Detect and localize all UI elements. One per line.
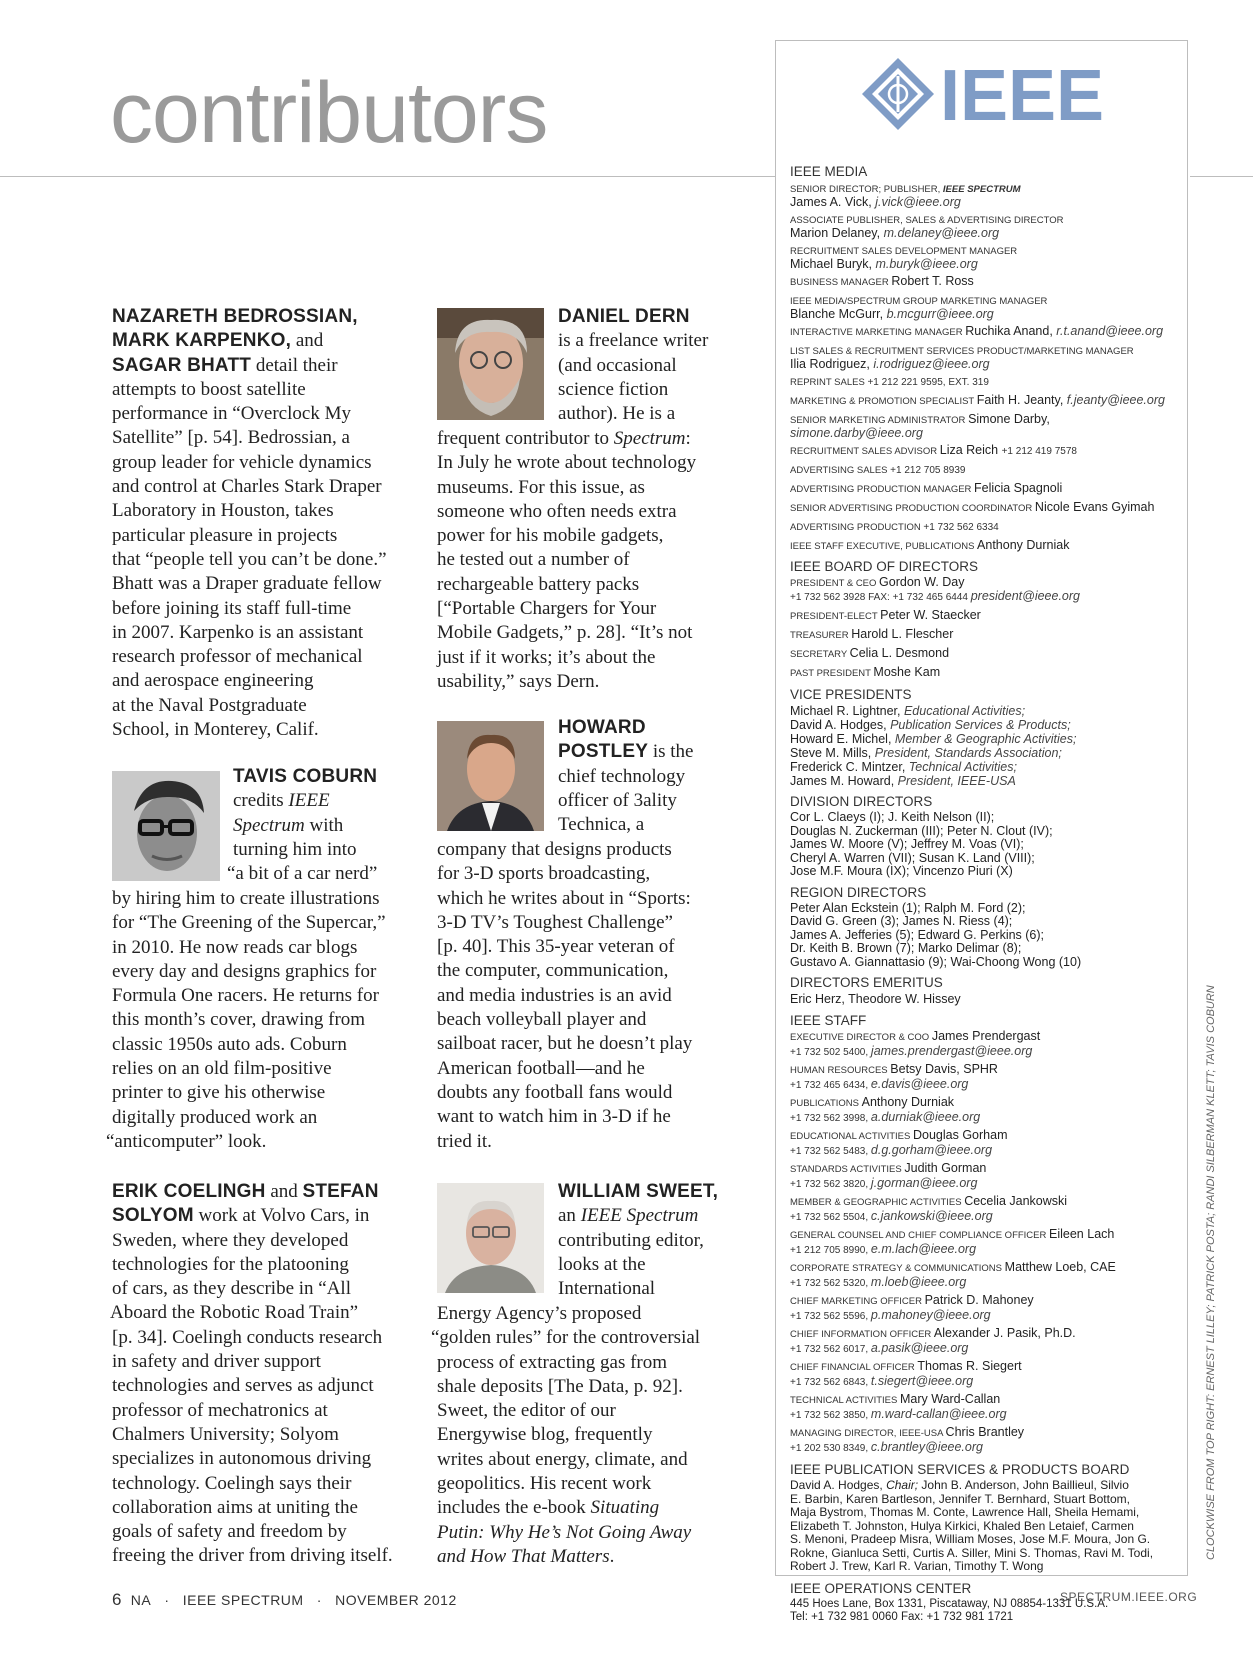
bio-text: Bhatt was a Draper graduate fellow: [112, 573, 382, 595]
phone-number: +1 732 562 3998,: [790, 1112, 871, 1124]
bio-text: chief technology: [558, 765, 686, 787]
bio-text: and: [291, 330, 324, 352]
person-name: Anthony Durniak: [861, 1095, 955, 1109]
bio-text: classic 1950s auto ads. Coburn: [112, 1033, 347, 1055]
bio-text: Formula One racers. He returns for: [112, 985, 379, 1007]
person-name: Harold L. Flescher: [851, 627, 954, 641]
person-name: Moshe Kam: [873, 665, 941, 679]
email-link[interactable]: a.durniak@ieee.org: [870, 1109, 981, 1124]
bio-text: turning him into: [233, 838, 357, 860]
bio-text: Putin: Why He’s Not Going Away: [437, 1521, 692, 1543]
phone-number: +1 212 419 7578: [1001, 446, 1077, 457]
bio-text: process of extracting gas from: [437, 1351, 668, 1373]
person-name: Mary Ward-Callan: [899, 1392, 1001, 1406]
separator: ·: [316, 1592, 322, 1608]
board-line: Maja Bystrom, Thomas M. Conte, Lawrence Hall, Sheila Hemami,: [790, 1505, 1140, 1519]
role-label: President, IEEE-USA: [897, 774, 1016, 788]
bio-text: officer of 3ality: [558, 789, 677, 811]
person-name: Eileen Lach: [1049, 1227, 1115, 1241]
role-label: Educational Activities;: [903, 704, 1026, 718]
person-name: Liza Reich: [939, 443, 1002, 457]
bio-name: STEFAN: [302, 1181, 379, 1202]
bio-coburn-head: [227, 765, 433, 886]
person-name: Alexander J. Pasik, Ph.D.: [933, 1326, 1076, 1340]
role-label: PRESIDENT & CEO: [790, 578, 880, 589]
bio-text: and: [265, 1181, 303, 1202]
bio-coelingh: [112, 1180, 422, 1569]
bio-text: detail their: [251, 354, 338, 376]
role-label: Member & Geographic Activities;: [894, 732, 1077, 746]
person-name: Howard E. Michel,: [790, 732, 895, 746]
person-name: James Prendergast: [931, 1029, 1041, 1043]
role-label: MARKETING & PROMOTION SPECIALIST: [790, 396, 977, 407]
bio-text: which he writes about in “Sports:: [437, 887, 691, 909]
bio-text: before joining its staff full-time: [112, 597, 352, 619]
role-label: REPRINT SALES: [790, 377, 868, 388]
bio-text: rechargeable battery packs: [437, 573, 640, 595]
bio-text: technology. Coelingh says their: [112, 1472, 352, 1494]
separator: ·: [164, 1592, 170, 1608]
portrait-coburn-image: [112, 771, 220, 881]
phone-number: +1 732 562 5504,: [790, 1211, 871, 1223]
person-name: Douglas Gorham: [913, 1128, 1008, 1142]
bio-text: [p. 34]. Coelingh conducts research: [112, 1326, 383, 1348]
person-name: Patrick D. Mahoney: [924, 1293, 1034, 1307]
bio-text: relies on an old film-positive: [112, 1058, 332, 1080]
page-title: contributors: [110, 65, 548, 161]
email-link[interactable]: m.loeb@ieee.org: [870, 1274, 967, 1289]
bio-text: Sweden, where they developed: [112, 1229, 349, 1251]
bio-sweet-body: [431, 1302, 767, 1569]
bio-text: Mobile Gadgets,” p. 28]. “It’s not: [437, 622, 693, 644]
role-label: President, Standards Association;: [874, 746, 1062, 760]
board-line: John B. Anderson, John Baillieul, Silvio: [918, 1478, 1129, 1492]
bio-coburn-body: [106, 887, 422, 1154]
photo-credit: CLOCKWISE FROM TOP RIGHT: ERNEST LILLEY; PATRICK POSTA; RANDI SILBERMAN KLETT; TAVIS COBURN: [1205, 985, 1217, 1560]
email-link[interactable]: j.gorman@ieee.org: [870, 1175, 978, 1190]
person-name: Chris Brantley: [945, 1425, 1025, 1439]
bio-text: he tested out a number of: [437, 549, 630, 571]
phone-number: +1 732 502 5400,: [790, 1046, 871, 1058]
bio-name: SAGAR BHATT: [112, 354, 252, 376]
directors-line: Cor L. Claeys (I); J. Keith Nelson (II);: [790, 810, 995, 824]
role-label: SENIOR MARKETING ADMINISTRATOR: [790, 415, 969, 426]
email-link[interactable]: simone.darby@ieee.org: [790, 426, 923, 440]
bio-name: POSTLEY: [558, 741, 649, 763]
bio-name: WILLIAM SWEET,: [558, 1181, 719, 1202]
bio-text: includes the e-book: [437, 1497, 591, 1519]
person-name: Simone Darby,: [968, 412, 1050, 426]
email-link[interactable]: c.brantley@ieee.org: [870, 1439, 983, 1454]
bio-text: “golden rules” for the controversial: [431, 1327, 701, 1349]
role-label: IEEE SPECTRUM: [942, 184, 1021, 195]
role-label: PAST PRESIDENT: [790, 668, 874, 679]
bio-text: and aerospace engineering: [112, 670, 314, 692]
phone-number: +1 732 562 3928 FAX: +1 732 465 6444: [790, 592, 971, 603]
bio-postley-head: [558, 716, 758, 837]
bio-text: company that designs products: [437, 839, 672, 860]
bio-postley-body: [437, 838, 757, 1154]
role-label: PRESIDENT-ELECT: [790, 611, 881, 622]
bio-text: is the: [648, 741, 694, 763]
bio-dern-head: [558, 305, 758, 426]
phone-number: +1 212 221 9595, EXT. 319: [867, 377, 989, 388]
person-name: Thomas R. Siegert: [917, 1359, 1022, 1373]
bio-text: group leader for vehicle dynamics: [112, 451, 372, 473]
directors-line: Douglas N. Zuckerman (III); Peter N. Clout (IV);: [790, 823, 1053, 838]
bio-text: beach volleyball player and: [437, 1009, 647, 1031]
bio-text: writes about energy, climate, and: [437, 1448, 688, 1470]
phone-number: +1 202 530 8349,: [790, 1442, 871, 1454]
role-label: Technical Activities;: [908, 760, 1017, 774]
portrait-sweet: [437, 1183, 544, 1293]
role-label: EXECUTIVE DIRECTOR & COO: [790, 1032, 932, 1043]
person-name: Anthony Durniak: [977, 538, 1070, 552]
role-label: INTERACTIVE MARKETING MANAGER: [790, 327, 966, 338]
person-name: Celia L. Desmond: [849, 646, 950, 660]
directors-line: Gustavo A. Giannattasio (9); Wai-Choong Wong (10): [790, 954, 1082, 969]
header-rule: [0, 176, 775, 177]
person-name: Nicole Evans Gyimah: [1034, 500, 1155, 514]
issue-date: NOVEMBER 2012: [335, 1592, 457, 1608]
bio-text: Sweet, the editor of our: [437, 1400, 616, 1422]
board-line: E. Barbin, Karen Bartleson, Jennifer T. Bernhard, Stuart Bottom,: [790, 1491, 1130, 1506]
person-name: Betsy Davis, SPHR: [890, 1062, 998, 1076]
bio-text: geopolitics. His recent work: [437, 1473, 652, 1495]
edition: NA: [130, 1592, 152, 1608]
section-operations-center: IEEE OPERATIONS CENTER: [790, 1580, 972, 1596]
role-label: IEEE MEDIA/SPECTRUM GROUP MARKETING MANAGER: [790, 296, 1048, 307]
phone-number: +1 732 562 5320,: [790, 1277, 871, 1289]
email-link[interactable]: j.vick@ieee.org: [875, 195, 961, 209]
role-label: TECHNICAL ACTIVITIES: [790, 1395, 900, 1406]
email-link[interactable]: a.pasik@ieee.org: [870, 1340, 969, 1355]
person-name: Marion Delaney,: [790, 226, 884, 240]
person-name: Robert T. Ross: [891, 274, 974, 288]
role-label: HUMAN RESOURCES: [790, 1065, 891, 1076]
ieee-logo-text: IEEE: [940, 56, 1105, 132]
bio-text: credits: [233, 790, 289, 812]
bio-text: Energywise blog, frequently: [437, 1424, 653, 1446]
person-name: Matthew Loeb, CAE: [1004, 1260, 1116, 1274]
bio-text: freeing the driver from driving itself.: [112, 1545, 393, 1567]
bio-text: printer to give his otherwise: [112, 1082, 326, 1104]
role-label: SENIOR DIRECTOR; PUBLISHER,: [790, 184, 943, 195]
board-line: Robert J. Trew, Karl R. Varian, Timothy T. Wong: [790, 1559, 1044, 1573]
bio-text: an: [558, 1205, 581, 1227]
role-label: GENERAL COUNSEL AND CHIEF COMPLIANCE OFFICER: [790, 1230, 1050, 1241]
role-label: CHIEF MARKETING OFFICER: [790, 1296, 925, 1307]
bio-text: collaboration aims at uniting the: [112, 1496, 358, 1518]
phone-number: +1 732 465 6434,: [790, 1079, 871, 1091]
role-label: CORPORATE STRATEGY & COMMUNICATIONS: [790, 1263, 1005, 1274]
email-link[interactable]: m.buryk@ieee.org: [875, 257, 978, 271]
magazine-name: IEEE SPECTRUM: [182, 1592, 304, 1608]
bio-text: [p. 40]. This 35-year veteran of: [437, 936, 675, 958]
person-name: James A. Vick,: [790, 195, 876, 209]
section-board: IEEE BOARD OF DIRECTORS: [790, 559, 979, 574]
bio-text: usability,” says Dern.: [437, 670, 600, 692]
bio-text: attempts to boost satellite: [112, 378, 306, 400]
email-link[interactable]: e.m.lach@ieee.org: [870, 1241, 977, 1256]
bio-text: goals of safety and freedom by: [112, 1521, 347, 1543]
bio-text: digitally produced work an: [112, 1106, 318, 1128]
email-link[interactable]: r.t.anand@ieee.org: [1056, 324, 1164, 338]
role-label: CHIEF INFORMATION OFFICER: [790, 1329, 934, 1340]
person-name: Gordon W. Day: [879, 575, 965, 589]
portrait-dern-image: [437, 308, 544, 420]
bio-text: .: [609, 1545, 615, 1567]
role-label: STANDARDS ACTIVITIES: [790, 1164, 905, 1175]
ieee-logo: [860, 56, 1115, 137]
bio-text: in safety and driver support: [112, 1351, 321, 1373]
portrait-coburn: [112, 771, 220, 881]
bio-text: the computer, communication,: [437, 960, 669, 982]
person-name: Steve M. Mills,: [790, 746, 875, 760]
bio-name: NAZARETH BEDROSSIAN,: [112, 306, 358, 327]
role-label: RECRUITMENT SALES ADVISOR: [790, 446, 940, 457]
person-name: Blanche McGurr,: [790, 307, 887, 321]
section-division-directors: DIVISION DIRECTORS: [790, 794, 933, 809]
email-link[interactable]: m.delaney@ieee.org: [883, 226, 1000, 240]
role-label: LIST SALES & RECRUITMENT SERVICES PRODUCT/MARKETING MANAGER: [790, 346, 1134, 357]
person-name: Faith H. Jeanty,: [976, 393, 1067, 407]
directors-line: Cheryl A. Warren (VII); Susan K. Land (VIII);: [790, 850, 1035, 865]
person-name: Cecelia Jankowski: [964, 1194, 1068, 1208]
bio-text: for 3-D sports broadcasting,: [437, 863, 651, 885]
bio-text: Energy Agency’s proposed: [437, 1303, 642, 1324]
bio-text: In July he wrote about technology: [437, 452, 697, 474]
phone-number: +1 212 705 8939: [890, 465, 966, 476]
bio-text: (and occasional: [558, 354, 677, 376]
role-label: MEMBER & GEOGRAPHIC ACTIVITIES: [790, 1197, 965, 1208]
portrait-postley: [437, 721, 544, 831]
bio-text: “anticomputer” look.: [106, 1130, 267, 1152]
person-name: Judith Gorman: [904, 1161, 987, 1175]
bio-text: with: [304, 814, 344, 836]
board-line: S. Menoni, Pradeep Misra, William Moses, Jose M.F. Moura, Jon G.: [790, 1532, 1151, 1546]
bio-sweet-head: [558, 1180, 758, 1301]
footer-folio: [112, 1590, 457, 1610]
bio-text: this month’s cover, drawing from: [112, 1009, 366, 1031]
directors-line: James W. Moore (V); Jeffrey M. Voas (VI);: [790, 837, 1024, 851]
bio-text: by hiring him to create illustrations: [112, 888, 380, 909]
section-directors-emeritus: DIRECTORS EMERITUS: [790, 975, 943, 990]
contact-line: Tel: +1 732 981 0060 Fax: +1 732 981 1721: [790, 1610, 1014, 1623]
role-label: SECRETARY: [790, 649, 850, 660]
section-ieee-staff: IEEE STAFF: [790, 1013, 867, 1028]
bio-name: SOLYOM: [112, 1205, 194, 1227]
email-link[interactable]: m.ward-callan@ieee.org: [870, 1406, 1007, 1421]
bio-text: is a freelance writer: [558, 330, 709, 352]
email-link[interactable]: c.jankowski@ieee.org: [870, 1208, 993, 1223]
bio-text: [“Portable Chargers for Your: [437, 598, 657, 620]
person-name: Michael Buryk,: [790, 257, 876, 271]
bio-dern-body: [437, 427, 757, 694]
bio-text: IEEE Spectrum: [580, 1205, 699, 1227]
bio-text: Technica, a: [558, 814, 645, 836]
section-vice-presidents: VICE PRESIDENTS: [790, 687, 912, 702]
role-label: SENIOR ADVERTISING PRODUCTION COORDINATOR: [790, 503, 1035, 514]
directors-line: Jose M.F. Moura (IX); Vincenzo Piuri (X): [790, 864, 1013, 878]
bio-text: for “The Greening of the Supercar,”: [112, 912, 386, 934]
bio-text: particular pleasure in projects: [112, 524, 338, 546]
bio-text: museums. For this issue, as: [437, 476, 645, 498]
email-link[interactable]: p.mahoney@ieee.org: [870, 1307, 991, 1322]
role-label: PUBLICATIONS: [790, 1098, 862, 1109]
bio-text: Laboratory in Houston, takes: [112, 500, 334, 522]
page-number: 6: [112, 1590, 122, 1609]
bio-text: American football—and he: [437, 1057, 645, 1079]
bio-text: IEEE: [288, 790, 330, 812]
role-label: CHIEF FINANCIAL OFFICER: [790, 1362, 918, 1373]
section-publication-board: IEEE PUBLICATION SERVICES & PRODUCTS BOARD: [790, 1462, 1130, 1477]
bio-text: and media industries is an avid: [437, 984, 672, 1006]
bio-text: shale deposits [The Data, p. 92].: [437, 1375, 683, 1397]
directors-line: Eric Herz, Theodore W. Hissey: [790, 992, 961, 1006]
ieee-diamond-icon: [860, 56, 1115, 132]
header-rule-right: [1190, 176, 1253, 177]
person-name: Ruchika Anand,: [965, 324, 1057, 338]
phone-number: +1 732 562 3820,: [790, 1178, 871, 1190]
phone-number: +1 732 562 6843,: [790, 1376, 871, 1388]
portrait-sweet-image: [437, 1183, 544, 1293]
person-name: Frederick C. Mintzer,: [790, 760, 909, 774]
bio-name: HOWARD: [558, 717, 646, 738]
phone-number: +1 212 705 8990,: [790, 1244, 871, 1256]
email-link[interactable]: t.siegert@ieee.org: [870, 1373, 974, 1388]
address-line: 445 Hoes Lane, Box 1331, Piscataway, NJ 08854-1331 U.S.A.: [790, 1597, 1109, 1610]
person-name: David A. Hodges,: [790, 718, 891, 732]
role-label: ADVERTISING SALES: [790, 465, 891, 476]
bio-text: :: [685, 428, 691, 449]
bio-text: International: [558, 1278, 656, 1300]
footer-website[interactable]: SPECTRUM.IEEE.ORG: [1060, 1590, 1198, 1604]
phone-number: +1 732 562 6334: [923, 522, 999, 533]
bio-text: School, in Monterey, Calif.: [112, 719, 319, 741]
section-ieee-media: IEEE MEDIA: [790, 164, 868, 179]
role-label: RECRUITMENT SALES DEVELOPMENT MANAGER: [790, 246, 1018, 257]
email-link[interactable]: f.jeanty@ieee.org: [1066, 393, 1165, 407]
role-label: TREASURER: [790, 630, 852, 641]
bio-text: contributing editor,: [558, 1229, 704, 1251]
bio-text: Aboard the Robotic Road Train”: [110, 1302, 359, 1324]
bio-text: someone who often needs extra: [437, 500, 677, 522]
directors-line: Dr. Keith B. Brown (7); Marko Delimar (8);: [790, 941, 1022, 955]
bio-text: just if it works; it’s about the: [437, 646, 656, 668]
bio-text: at the Naval Postgraduate: [112, 694, 307, 716]
email-link[interactable]: president@ieee.org: [970, 589, 1081, 603]
bio-text: in 2010. He now reads car blogs: [112, 936, 358, 958]
bio-text: science fiction: [558, 378, 669, 400]
bio-text: work at Volvo Cars, in: [193, 1205, 370, 1227]
bio-text: technologies for the platooning: [112, 1253, 349, 1275]
bio-text: 3-D TV’s Toughest Challenge”: [437, 911, 673, 933]
bio-text: want to watch him in 3-D if he: [437, 1106, 671, 1128]
bio-text: research professor of mechanical: [112, 646, 363, 668]
email-link[interactable]: james.prendergast@ieee.org: [870, 1043, 1033, 1058]
role-label: IEEE STAFF EXECUTIVE, PUBLICATIONS: [790, 541, 978, 552]
bio-text: doubts any football fans would: [437, 1081, 673, 1103]
bio-text: specializes in autonomous driving: [112, 1448, 372, 1470]
phone-number: +1 732 562 3850,: [790, 1409, 871, 1421]
bio-text: that “people tell you can’t be done.”: [112, 548, 387, 570]
bio-text: technologies and serves as adjunct: [112, 1375, 374, 1397]
board-line: David A. Hodges,: [790, 1478, 887, 1492]
portrait-postley-image: [437, 721, 544, 831]
email-link[interactable]: b.mcgurr@ieee.org: [886, 307, 994, 321]
person-name: Felicia Spagnoli: [974, 481, 1063, 495]
person-name: James M. Howard,: [790, 774, 898, 788]
bio-text: sailboat racer, but he doesn’t play: [437, 1033, 693, 1055]
bio-text: tried it.: [437, 1130, 492, 1152]
masthead-content: [790, 164, 1185, 1624]
bio-text: Chalmers University; Solyom: [112, 1423, 339, 1445]
section-region-directors: REGION DIRECTORS: [790, 884, 927, 900]
bio-text: and How That Matters: [437, 1545, 610, 1567]
bio-text: performance in “Overclock My: [112, 403, 351, 425]
role-label: ADVERTISING PRODUCTION: [790, 522, 924, 533]
person-name: Michael R. Lightner,: [790, 704, 904, 718]
bio-name: ERIK COELINGH: [112, 1181, 266, 1202]
role-label: Publication Services & Products;: [890, 718, 1071, 732]
person-name: Peter W. Staecker: [880, 608, 981, 622]
bio-text: looks at the: [558, 1253, 646, 1275]
bio-text: and control at Charles Stark Draper: [112, 476, 382, 498]
bio-text: every day and designs graphics for: [112, 960, 377, 982]
bio-text: professor of mechatronics at: [112, 1399, 328, 1421]
board-line: Chair;: [886, 1478, 919, 1492]
role-label: ADVERTISING PRODUCTION MANAGER: [790, 484, 975, 495]
bio-text: Spectrum: [233, 814, 305, 836]
phone-number: +1 732 562 5483,: [790, 1145, 871, 1157]
bio-bedrossian: [112, 305, 412, 742]
bio-text: of cars, as they describe in “All: [112, 1278, 351, 1300]
role-label: ASSOCIATE PUBLISHER, SALES & ADVERTISING DIRECTOR: [790, 215, 1064, 226]
person-name: Ilia Rodriguez,: [790, 357, 874, 371]
directors-line: Peter Alan Eckstein (1); Ralph M. Ford (2);: [790, 900, 1026, 915]
email-link[interactable]: e.davis@ieee.org: [870, 1076, 969, 1091]
phone-number: +1 732 562 5596,: [790, 1310, 871, 1322]
bio-text: author). He is a: [558, 403, 676, 425]
bio-text: Situating: [590, 1497, 660, 1519]
directors-line: James A. Jefferies (5); Edward G. Perkins (6);: [790, 927, 1045, 942]
bio-name: TAVIS COBURN: [233, 766, 378, 787]
bio-name: MARK KARPENKO,: [112, 330, 292, 352]
portrait-dern: [437, 308, 544, 420]
directors-line: David G. Green (3); James N. Riess (4);: [790, 914, 1013, 928]
bio-name: DANIEL DERN: [558, 306, 690, 327]
role-label: EDUCATIONAL ACTIVITIES: [790, 1131, 913, 1142]
bio-text: frequent contributor to: [437, 428, 614, 449]
board-line: Rokne, Gianluca Setti, Curtis A. Siller, Mini S. Thomas, Ravi M. Todi,: [790, 1545, 1154, 1560]
bio-text: Satellite” [p. 54]. Bedrossian, a: [112, 427, 350, 449]
email-link[interactable]: d.g.gorham@ieee.org: [870, 1142, 993, 1157]
bio-text: Spectrum: [613, 428, 686, 449]
bio-text: in 2007. Karpenko is an assistant: [112, 621, 364, 643]
role-label: BUSINESS MANAGER: [790, 277, 892, 288]
bio-text: “a bit of a car nerd”: [227, 863, 378, 885]
board-line: Elizabeth T. Johnston, Hulya Kirkici, Khaled Ben Letaief, Carmen: [790, 1518, 1134, 1533]
bio-text: power for his mobile gadgets,: [437, 525, 664, 547]
email-link[interactable]: i.rodriguez@ieee.org: [873, 357, 990, 371]
phone-number: +1 732 562 6017,: [790, 1343, 871, 1355]
role-label: MANAGING DIRECTOR, IEEE-USA: [790, 1428, 946, 1439]
